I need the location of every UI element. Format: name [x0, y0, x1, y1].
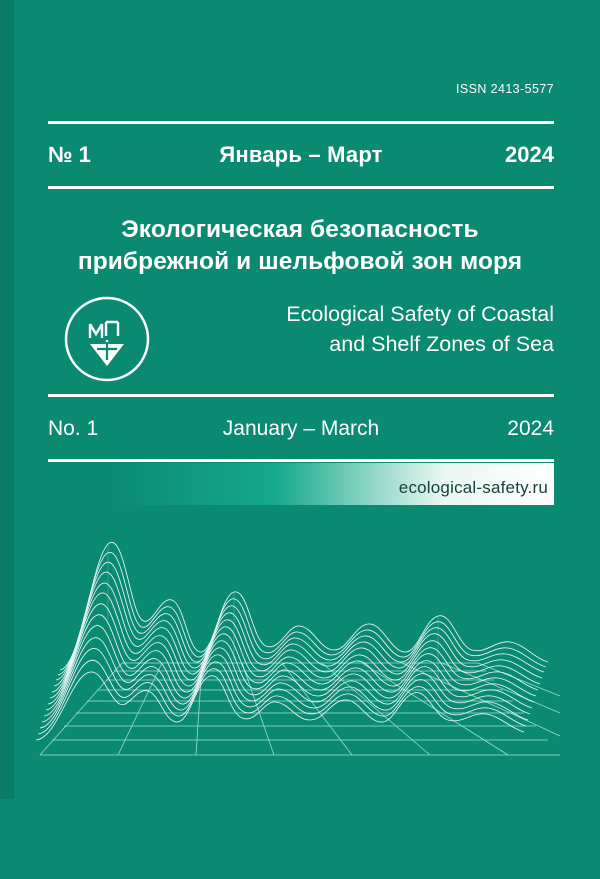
divider-above-issue-en	[48, 394, 554, 397]
divider-under-issue-en	[48, 459, 554, 462]
divider-under-issue-ru	[48, 186, 554, 189]
issue-period-ru: Январь – Март	[219, 142, 383, 167]
cover-bottom	[0, 799, 600, 879]
issue-year-ru: 2024	[505, 142, 554, 167]
mhi-logo-icon	[64, 296, 150, 382]
issue-period-en: January – March	[222, 417, 380, 440]
journal-title-russian-line1: Экологическая безопасность	[121, 216, 479, 243]
journal-title-english-line1: Ecological Safety of Coastal	[286, 302, 554, 326]
issue-number-en: No. 1	[48, 417, 99, 440]
issue-year-en: 2024	[507, 417, 554, 440]
issue-line-english	[48, 408, 554, 450]
journal-title-english	[214, 300, 554, 359]
issn-text: ISSN 2413-5577	[455, 82, 554, 96]
journal-title-english-line2: and Shelf Zones of Sea	[329, 331, 554, 356]
journal-title-russian-line2: прибрежной и шельфовой зон моря	[77, 248, 523, 276]
divider-top	[48, 121, 554, 124]
wave-artwork	[0, 500, 600, 800]
website-text: ecological-safety.ru	[398, 478, 548, 497]
journal-title-russian	[40, 214, 560, 279]
issue-line-russian	[48, 133, 554, 177]
issue-number-ru: № 1	[48, 142, 91, 167]
